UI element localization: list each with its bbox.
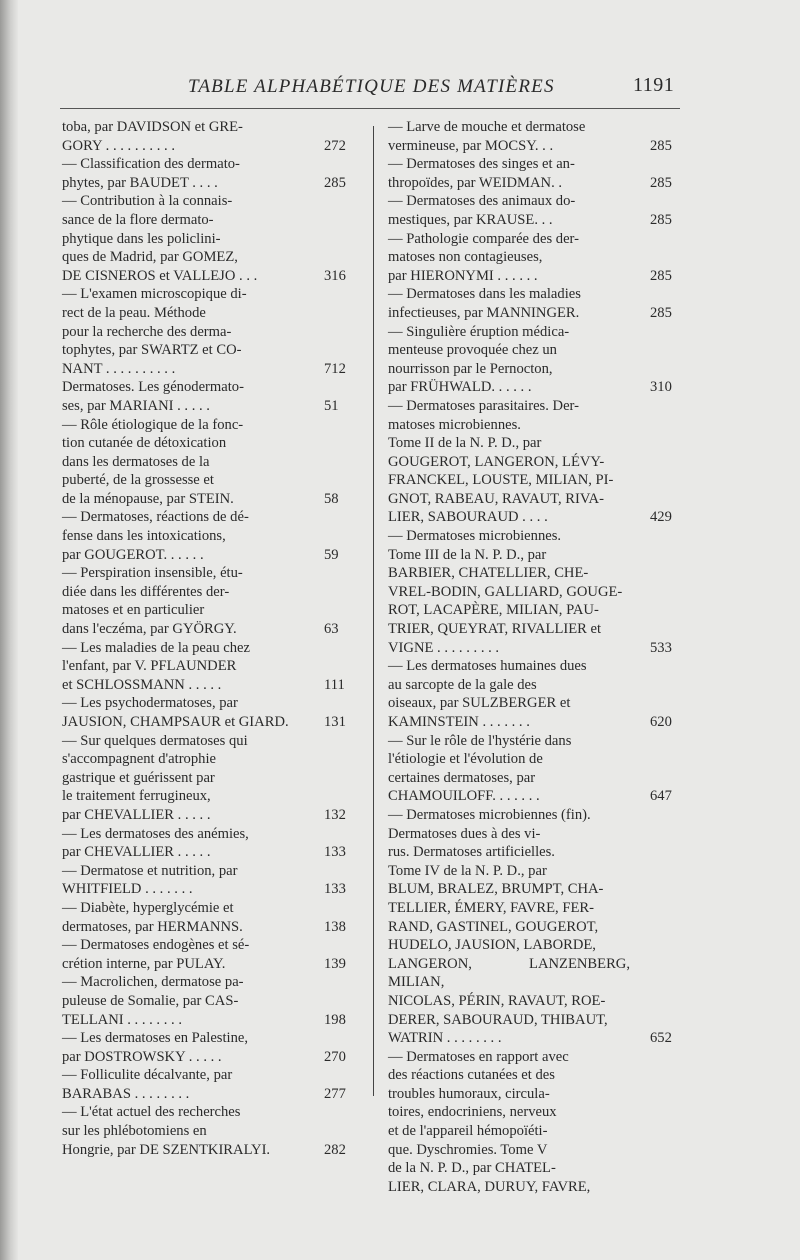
index-entry xyxy=(62,416,368,509)
index-entry-text: — Perspiration insensible, étu- diée dans les différentes der- matoses et en particulier dans l'eczéma, par GYÖRGY. xyxy=(62,565,243,638)
index-entry-page: 712 xyxy=(324,360,346,377)
index-entry-text: — Dermatoses endogènes et sé- crétion interne, par PULAY. xyxy=(62,937,250,972)
index-entry-text: — Rôle étiologique de la fonc- tion cutanée de détoxication dans les dermatoses de la puberté, de la grossesse et de la ménopause, par STEIN. xyxy=(62,416,244,507)
index-entry xyxy=(388,527,676,657)
index-entry-text: — Les dermatoses des anémies, par CHEVALLIER . . . . . xyxy=(62,825,249,861)
index-entry xyxy=(62,694,368,731)
index-entry-page: 647 xyxy=(650,788,672,805)
left-column xyxy=(62,118,368,1159)
index-entry xyxy=(388,118,676,155)
index-entry-text: — Les maladies de la peau chez l'enfant, par V. PFLAUNDER et SCHLOSSMANN . . . . . xyxy=(62,639,251,693)
page-number: 1191 xyxy=(633,74,675,96)
index-entry-page: 198 xyxy=(324,1011,346,1028)
index-entry-text: — Singulière éruption médica- menteuse provoquée chez un nourrisson par le Pernocton, par FRÜHWALD. . . . . . xyxy=(388,323,570,396)
index-entry xyxy=(62,118,368,155)
page-title: TABLE ALPHABÉTIQUE DES MATIÈRES xyxy=(188,76,555,97)
index-entry xyxy=(62,508,368,564)
index-entry-page: 285 xyxy=(650,304,672,321)
index-entry-page: 310 xyxy=(650,379,672,396)
index-entry-text: — Pathologie comparée des der- matoses non contagieuses, par HIERONYMI . . . . . . xyxy=(388,230,579,284)
index-entry-page: 272 xyxy=(324,137,346,154)
index-entry xyxy=(388,192,676,229)
index-entry-page: 429 xyxy=(650,509,672,526)
index-entry-text: — Dermatoses, réactions de dé- fense dans les intoxications, par GOUGEROT. . . . . . xyxy=(62,509,249,563)
index-entry-text: — Dermatoses des singes et an- thropoïdes, par WEIDMAN. . xyxy=(388,156,575,191)
index-entry-page: 63 xyxy=(324,621,339,638)
index-entry-text: — Folliculite décalvante, par BARABAS . . . . . . . . xyxy=(62,1067,233,1102)
index-entry-page: 58 xyxy=(324,490,339,507)
index-entry xyxy=(62,155,368,192)
index-entry xyxy=(388,323,676,397)
index-entry-page: 270 xyxy=(324,1048,346,1065)
index-entry-page: 133 xyxy=(324,881,346,898)
index-entry-page: 285 xyxy=(650,267,672,284)
index-entry xyxy=(388,397,676,527)
index-entry xyxy=(62,732,368,825)
index-entry-text: — Dermatoses microbiennes. Tome III de la N. P. D., par BARBIER, CHATELLIER, CHE- VREL-BODIN, GALLIARD, GOUGE- ROT, LACAPÈRE, MILIAN, PAU- TRIER, QUEYRAT, RIVALLIER et VIGNE . . . . . . . . . xyxy=(388,528,623,656)
index-entry xyxy=(388,806,676,1048)
index-entry xyxy=(62,192,368,285)
index-entry-text: — L'examen microscopique di- rect de la peau. Méthode pour la recherche des derma- tophytes, par SWARTZ et CO- NANT . . . . . . . . . . xyxy=(62,286,247,377)
index-entry xyxy=(62,1066,368,1103)
index-entry xyxy=(388,1048,676,1197)
index-entry xyxy=(62,1029,368,1066)
index-entry-page: 620 xyxy=(650,714,672,730)
header-rule xyxy=(60,108,680,109)
index-entry-page: 111 xyxy=(324,676,345,693)
index-entry-page: 285 xyxy=(650,211,672,228)
index-entry-text: — Dermatose et nutrition, par WHITFIELD . . . . . . . xyxy=(62,862,238,898)
index-entry-text: — Classification des dermato- phytes, par BAUDET . . . . xyxy=(62,156,240,191)
index-entry-text: — Les psychodermatoses, par JAUSION, CHAMPSAUR et GIARD. xyxy=(62,695,289,730)
page-edge xyxy=(0,0,18,1260)
index-entry xyxy=(62,899,368,936)
index-entry-text: — Sur le rôle de l'hystérie dans l'étiologie et l'évolution de certaines dermatoses, par CHAMOUILOFF. . . . . . . xyxy=(388,732,572,805)
index-entry-text: — L'état actuel des recherches sur les phlébotomiens en Hongrie, par DE SZENTKIRALYI. xyxy=(62,1104,271,1158)
index-entry-text: — Les dermatoses en Palestine, par DOSTROWSKY . . . . . xyxy=(62,1030,249,1065)
index-entry-text: — Sur quelques dermatoses qui s'accompagnent d'atrophie gastrique et guérissent par le traitement ferrugineux, par CHEVALLIER . . . . . xyxy=(62,732,248,823)
index-entry-text: Dermatoses. Les génodermato- ses, par MARIANI . . . . . xyxy=(62,379,244,414)
index-entry xyxy=(388,285,676,322)
index-entry xyxy=(388,732,676,806)
index-entry xyxy=(62,862,368,899)
index-entry-text: toba, par DAVIDSON et GRE- GORY . . . . . . . . . . xyxy=(62,119,243,154)
index-entry-page: 51 xyxy=(324,397,339,414)
index-entry-page: 133 xyxy=(324,844,346,861)
right-column xyxy=(388,118,676,1196)
index-entry-text: — Macrolichen, dermatose pa- puleuse de Somalie, par CAS- TELLANI . . . . . . . . xyxy=(62,974,244,1028)
index-entry-text: — Diabète, hyperglycémie et dermatoses, par HERMANNS. xyxy=(62,899,243,935)
index-entry-page: 652 xyxy=(650,1030,672,1047)
index-entry-page: 138 xyxy=(324,918,346,935)
index-entry-page: 285 xyxy=(324,174,346,191)
index-entry-text: — Dermatoses microbiennes (fin). Dermatoses dues à des vi- rus. Dermatoses artificielles. Tome IV de la N. P. D., par BLUM, BRALEZ, BRUMPT, CHA- TELLIER, ÉMERY, FAVRE, FER- RAND, GASTINEL, GOUGEROT, HUDELO, JAUSION, LABORDE, LANGERON, LANZENBERG, MILIAN, NICOLAS, PÉRIN, RAVAUT, ROE- DERER, SABOURAUD, THIBAUT, WATRIN . . . . . . . . xyxy=(388,806,630,1047)
index-entry-page: 533 xyxy=(650,639,672,656)
index-entry-text: — Dermatoses dans les maladies infectieuses, par MANNINGER. xyxy=(388,286,581,321)
index-entry-page: 132 xyxy=(324,806,346,823)
column-divider xyxy=(373,126,374,1096)
index-entry xyxy=(62,378,368,415)
index-entry xyxy=(62,639,368,695)
index-entry-page: 277 xyxy=(324,1085,346,1102)
index-entry-text: — Dermatoses en rapport avec des réactions cutanées et des troubles humoraux, circula- toires, endocriniens, nerveux et de l'appareil hémopoïéti- que. Dyschromies. Tome V de la N. P. D., par CHATEL- LIER, CLARA, DURUY, FAVRE, xyxy=(388,1048,591,1195)
index-entry-text: — Les dermatoses humaines dues au sarcopte de la gale des oiseaux, par SULZBERGER et KAMINSTEIN . . . . . . . xyxy=(388,658,587,730)
index-entry-text: — Larve de mouche et dermatose vermineuse, par MOCSY. . . xyxy=(388,119,586,154)
index-entry-text: — Contribution à la connais- sance de la flore dermato- phytique dans les policlini- ques de Madrid, par GOMEZ, DE CISNEROS et VALLEJO . . . xyxy=(62,193,258,284)
index-entry xyxy=(388,657,676,731)
index-entry xyxy=(62,973,368,1029)
index-entry xyxy=(388,155,676,192)
index-entry-text: — Dermatoses parasitaires. Der- matoses microbiennes. Tome II de la N. P. D., par GOUGEROT, LANGERON, LÉVY- FRANCKEL, LOUSTE, MILIAN, PI- GNOT, RABEAU, RAVAUT, RIVA- LIER, SABOURAUD . . . . xyxy=(388,397,614,526)
index-entry xyxy=(62,825,368,862)
index-entry xyxy=(388,230,676,286)
index-entry xyxy=(62,285,368,378)
index-entry-page: 285 xyxy=(650,137,672,154)
index-entry xyxy=(62,564,368,638)
index-entry-page: 316 xyxy=(324,267,346,284)
index-entry-page: 282 xyxy=(324,1141,346,1158)
index-entry-page: 139 xyxy=(324,955,346,972)
index-entry-page: 131 xyxy=(324,714,346,730)
index-entry-text: — Dermatoses des animaux do- mestiques, par KRAUSE. . . xyxy=(388,193,576,228)
index-entry xyxy=(62,936,368,973)
index-entry xyxy=(62,1103,368,1159)
index-entry-page: 285 xyxy=(650,174,672,191)
index-entry-page: 59 xyxy=(324,546,339,563)
